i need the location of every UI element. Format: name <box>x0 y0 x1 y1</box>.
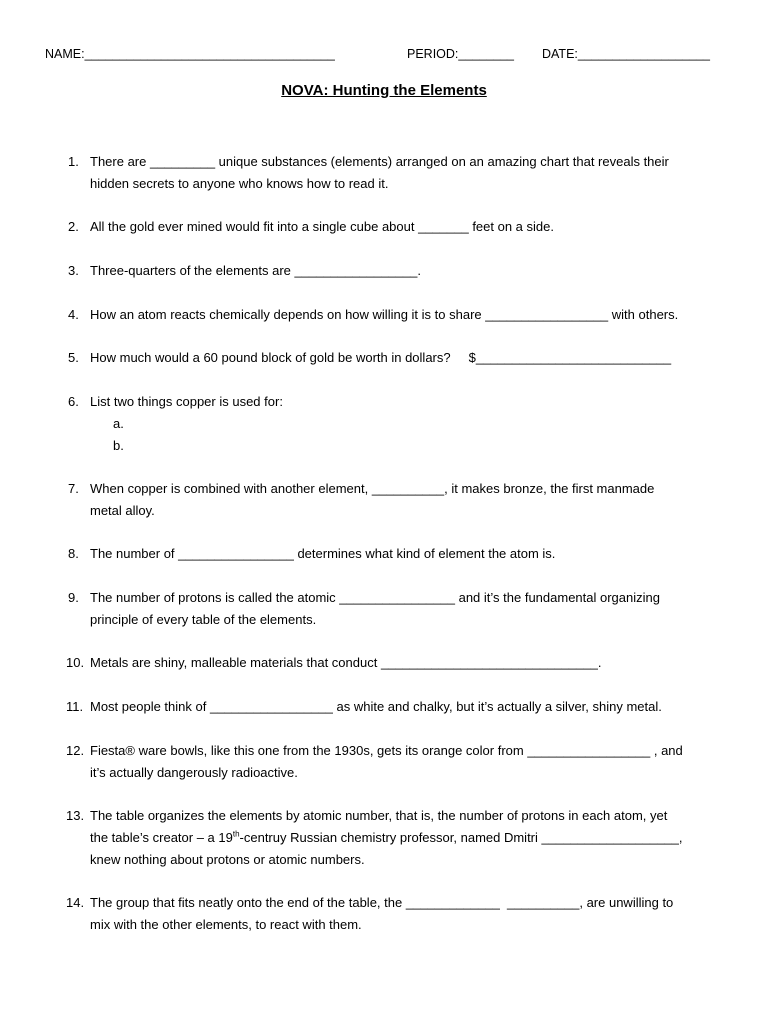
question-number: 11. <box>66 699 84 714</box>
question-number: 9. <box>68 590 79 605</box>
question-number: 14. <box>66 895 85 910</box>
question-text: Three-quarters of the elements are _________________. <box>90 263 422 278</box>
question-text-cont-pre: the table’s creator – a 19 <box>90 830 233 845</box>
question-number: 8. <box>68 546 79 561</box>
question-text-cont: mix with the other elements, to react with them. <box>90 917 362 932</box>
question-number: 10. <box>66 655 85 670</box>
question-text: The table organizes the elements by atomic number, that is, the number of protons in each atom, yet <box>90 808 668 823</box>
ordinal-suffix: th <box>232 829 240 839</box>
sub-item-b: b. <box>113 438 124 453</box>
question-text-cont: principle of every table of the elements. <box>90 612 317 627</box>
question-number: 6. <box>68 394 79 409</box>
question-number: 3. <box>68 263 79 278</box>
question-text: Metals are shiny, malleable materials that conduct ______________________________. <box>90 655 602 670</box>
question-text-cont: metal alloy. <box>90 503 155 518</box>
question-number: 4. <box>68 307 79 322</box>
question-text: The number of protons is called the atomic ________________ and it’s the fundamental organizing <box>90 590 660 605</box>
question-text: List two things copper is used for: <box>90 394 283 409</box>
question-text: The group that fits neatly onto the end of the table, the _____________ __________, are unwilling to <box>90 895 674 910</box>
question-number: 5. <box>68 350 79 365</box>
sub-item-a: a. <box>113 416 124 431</box>
question-text: How much would a 60 pound block of gold be worth in dollars? $___________________________ <box>90 350 672 365</box>
question-number: 2. <box>68 219 79 234</box>
name-field: NAME:____________________________________ <box>45 47 335 61</box>
question-number: 13. <box>66 808 85 823</box>
question-text: Most people think of _________________ as white and chalky, but it’s actually a silver, shiny metal. <box>90 699 662 714</box>
date-field: DATE:___________________ <box>542 47 710 61</box>
worksheet-title: NOVA: Hunting the Elements <box>281 82 487 99</box>
question-text: There are _________ unique substances (elements) arranged on an amazing chart that reveals their <box>90 154 669 169</box>
question-text-cont: it’s actually dangerously radioactive. <box>90 765 298 780</box>
question-number: 1. <box>68 154 79 169</box>
question-text-cont: hidden secrets to anyone who knows how to read it. <box>90 176 389 191</box>
question-text: Fiesta® ware bowls, like this one from the 1930s, gets its orange color from _________________ , and <box>90 743 683 758</box>
question-number: 7. <box>68 481 79 496</box>
question-text-cont-2: knew nothing about protons or atomic numbers. <box>90 852 365 867</box>
question-text: All the gold ever mined would fit into a single cube about _______ feet on a side. <box>90 219 554 234</box>
question-text: When copper is combined with another element, __________, it makes bronze, the first manmade <box>90 481 655 496</box>
question-text: How an atom reacts chemically depends on how willing it is to share _________________ with others. <box>90 307 679 322</box>
question-text: The number of ________________ determines what kind of element the atom is. <box>90 546 556 561</box>
question-number: 12. <box>66 743 85 758</box>
period-field: PERIOD:________ <box>407 47 515 61</box>
question-text-cont-post: -centruy Russian chemistry professor, named Dmitri ___________________, <box>239 830 683 845</box>
header-row <box>0 47 768 65</box>
